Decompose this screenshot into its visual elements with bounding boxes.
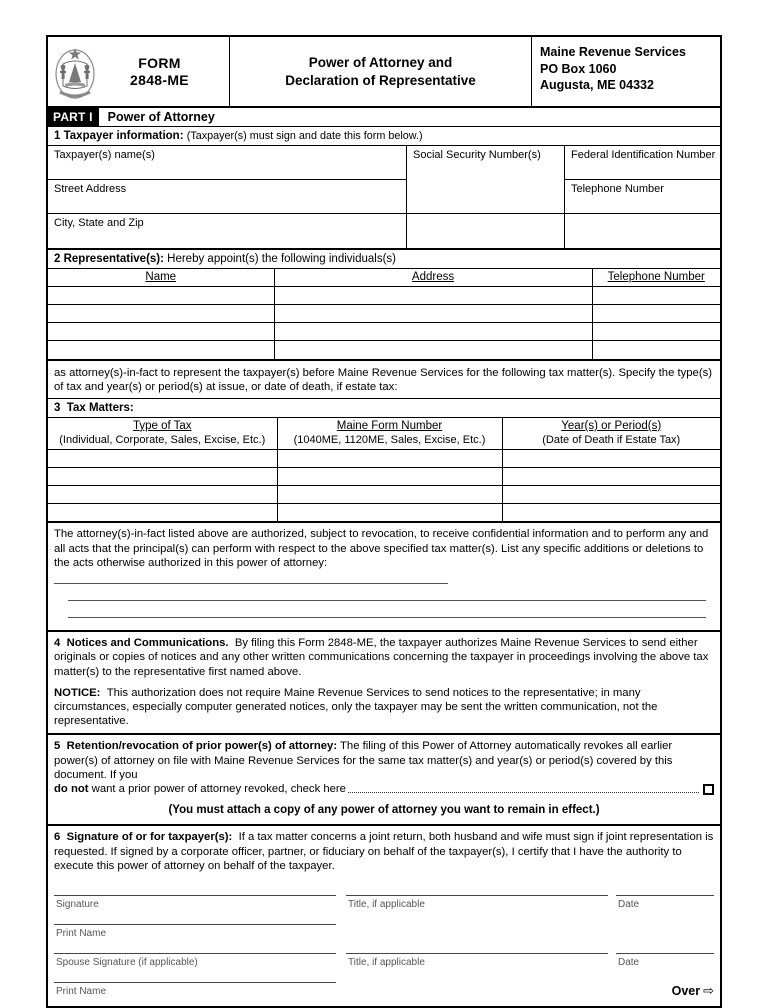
section-5-body-part2: want a prior power of attorney revoked, check here (91, 783, 346, 796)
print-name-caption: Print Name (56, 928, 107, 940)
authorization-write-line-3[interactable] (68, 616, 706, 618)
taxpayer-information-grid (48, 146, 720, 250)
table-header-row (48, 418, 720, 450)
cell-rep-telephone[interactable] (592, 287, 720, 305)
tax-matters-intro (48, 361, 720, 399)
over-label: Over (671, 984, 701, 999)
tax-matters-table (48, 418, 720, 522)
maine-state-seal-icon (54, 44, 96, 100)
cell-rep-name[interactable] (48, 287, 274, 305)
revocation-checkbox[interactable] (703, 784, 714, 795)
section-6-number: 6 (54, 831, 61, 844)
tax-matters-intro-text: as attorney(s)-in-fact to represent the taxpayer(s) before Maine Revenue Services for the following tax matter(s). Specify the type(s) of tax and year(s) or period(s) at issue, or date of death, if estate tax: (54, 366, 713, 393)
section-2-number: 2 (54, 253, 61, 265)
section-2-prompt (48, 250, 720, 269)
title-caption: Title, if applicable (348, 899, 425, 911)
signature-field[interactable] (54, 895, 336, 911)
section-2-note: Hereby appoint(s) the following individuals(s) (167, 253, 396, 265)
authorization-write-line-2[interactable] (68, 599, 706, 601)
table-row (48, 485, 720, 503)
over-indicator (616, 982, 714, 1000)
notice-label: NOTICE: (54, 686, 101, 699)
print-name-spacer (346, 924, 608, 940)
cell-rep-name[interactable] (48, 305, 274, 323)
section-5-check-instruction (54, 782, 346, 796)
cell-rep-telephone[interactable] (592, 323, 720, 341)
section-5-heading: Retention/revocation of prior power(s) of attorney: (66, 740, 338, 753)
cell-type-of-tax[interactable] (48, 485, 277, 503)
representatives-table-wrap (48, 269, 720, 361)
cell-form-number[interactable] (277, 485, 502, 503)
section-4-paragraph (54, 636, 714, 679)
form-number: 2848-ME (130, 71, 189, 88)
form-word: FORM (138, 54, 181, 71)
section-5-number: 5 (54, 740, 61, 753)
spouse-signature-field[interactable] (54, 953, 336, 969)
column-header-name: Name (48, 269, 274, 287)
agency-name: Maine Revenue Services (540, 45, 686, 59)
table-row (48, 503, 720, 521)
table-row (48, 305, 720, 323)
cell-rep-telephone[interactable] (592, 305, 720, 323)
cell-rep-name[interactable] (48, 341, 274, 359)
cell-form-number[interactable] (277, 467, 502, 485)
cell-year-period[interactable] (502, 467, 720, 485)
section-6-block (48, 826, 720, 873)
date-caption: Date (618, 899, 640, 911)
title-field[interactable] (346, 895, 608, 911)
section-1-heading: Taxpayer information: (63, 130, 184, 142)
signature-row-primary (48, 895, 720, 911)
table-row (48, 467, 720, 485)
section-2-heading: Representative(s): (63, 253, 164, 265)
table-row (48, 323, 720, 341)
column-header-address: Address (274, 269, 592, 287)
column-header-telephone: Telephone Number (592, 269, 720, 287)
cell-form-number[interactable] (277, 449, 502, 467)
field-ssn[interactable]: Social Security Number(s) (407, 146, 565, 214)
column-header-years-or-periods: Year(s) or Period(s) (Date of Death if Estate Tax) (502, 418, 720, 450)
print-name-field[interactable] (54, 924, 336, 940)
field-telephone[interactable]: Telephone Number (565, 180, 720, 214)
representatives-table (48, 269, 720, 359)
section-5-body-part1: The filing of this Power of Attorney automatically revokes all earlier power(s) of attorney on file with Maine Revenue Services for the same tax matter(s) and year(s) or period(s) covered by this document. If you (54, 740, 673, 781)
form-title-line1: Power of Attorney and (308, 54, 453, 70)
form-2848-me (46, 35, 722, 1008)
authorization-write-line-1[interactable] (54, 572, 448, 584)
cell-year-period[interactable] (502, 485, 720, 503)
section-1-note: (Taxpayer(s) must sign and date this form below.) (186, 130, 423, 142)
field-taxpayer-names[interactable]: Taxpayer(s) name(s) (48, 146, 407, 180)
cell-rep-address[interactable] (274, 323, 592, 341)
form-title-line2: Declaration of Representative (285, 72, 476, 88)
part-one-banner (48, 108, 720, 127)
cell-rep-address[interactable] (274, 305, 592, 323)
agency-po-box: PO Box 1060 (540, 61, 617, 76)
field-fein-continued[interactable] (565, 214, 720, 248)
table-header-row (48, 269, 720, 287)
over-arrow-icon: ⇨ (703, 983, 714, 999)
field-fein[interactable]: Federal Identification Number (565, 146, 720, 180)
table-row (48, 341, 720, 359)
tax-matters-table-wrap (48, 418, 720, 524)
section-4-number: 4 (54, 637, 61, 650)
section-6-body: If a tax matter concerns a joint return, both husband and wife must sign if joint representation is requested. If signed by a corporate officer, partner, or fiduciary on behalf of the taxpayer(s), I certify that I have the authority to execute this power of attorney on behalf of the taxpayer. (54, 831, 714, 872)
field-ssn-continued[interactable] (407, 214, 565, 248)
spouse-print-name-caption: Print Name (56, 986, 107, 998)
field-city-state-zip[interactable]: City, State and Zip (48, 214, 407, 248)
section-3-heading: Tax Matters: (66, 401, 134, 414)
section-4-block (48, 632, 720, 735)
section-3-number: 3 (54, 401, 61, 414)
spouse-signature-caption: Spouse Signature (if applicable) (56, 957, 198, 969)
section-6-paragraph (54, 830, 714, 873)
form-header (48, 37, 720, 108)
cell-rep-address[interactable] (274, 341, 592, 359)
revocation-checkbox-row (54, 782, 714, 796)
print-name-spacer-2 (616, 924, 714, 940)
form-title (230, 37, 532, 106)
section-4-heading: Notices and Communications. (66, 637, 229, 650)
section-4-notice (54, 686, 714, 729)
spouse-title-caption: Title, if applicable (348, 957, 425, 969)
signature-caption: Signature (56, 899, 99, 911)
print-name-row-primary (48, 924, 720, 940)
part-label: Power of Attorney (107, 110, 215, 124)
cell-type-of-tax[interactable] (48, 503, 277, 521)
cell-type-of-tax[interactable] (48, 449, 277, 467)
section-5-block (48, 735, 720, 826)
do-not-emphasis: do not (54, 783, 89, 796)
form-number-block (102, 55, 229, 89)
agency-city-state-zip: Augusta, ME 04332 (540, 78, 654, 92)
section-1-number: 1 (54, 130, 61, 142)
cell-rep-telephone[interactable] (592, 341, 720, 359)
authorization-block (48, 523, 720, 632)
spouse-date-field[interactable] (616, 953, 714, 969)
cell-year-period[interactable] (502, 449, 720, 467)
section-1-prompt (48, 127, 720, 146)
print-name-row-spouse (48, 982, 720, 1006)
authorization-body: The attorney(s)-in-fact listed above are authorized, subject to revocation, to receive confidential information and to perform any and all acts that the principal(s) can perform with respect to the above specified tax matter(s). List any specific additions or deletions to the acts otherwise authorized in this power of attorney: (54, 528, 709, 569)
cell-rep-name[interactable] (48, 323, 274, 341)
dot-leader (348, 783, 699, 793)
spouse-title-field[interactable] (346, 953, 608, 969)
column-header-type-of-tax: Type of Tax (Individual, Corporate, Sales, Excise, Etc.) (48, 418, 277, 450)
column-header-maine-form-number: Maine Form Number (1040ME, 1120ME, Sales, Excise, Etc.) (277, 418, 502, 450)
cell-type-of-tax[interactable] (48, 467, 277, 485)
agency-address (532, 37, 720, 106)
cell-rep-address[interactable] (274, 287, 592, 305)
section-6-heading: Signature of or for taxpayer(s): (66, 831, 233, 844)
table-row (48, 287, 720, 305)
header-form-identifier (48, 37, 230, 106)
table-row (48, 449, 720, 467)
cell-year-period[interactable] (502, 503, 720, 521)
spouse-date-caption: Date (618, 957, 640, 969)
signature-block (48, 895, 720, 1006)
part-tag: PART I (48, 108, 99, 126)
spouse-print-name-spacer (346, 982, 608, 1000)
notice-body: This authorization does not require Maine Revenue Services to send notices to the representative; in many circumstances, especially computer generated notices, only the taxpayer may be sent the written communication, not the representative. (54, 686, 658, 728)
cell-form-number[interactable] (277, 503, 502, 521)
spouse-print-name-field[interactable] (54, 982, 336, 1000)
date-field[interactable] (616, 895, 714, 911)
section-5-paragraph (54, 739, 714, 782)
signature-row-spouse (48, 953, 720, 969)
field-street-address[interactable]: Street Address (48, 180, 407, 214)
attach-copy-note: (You must attach a copy of any power of attorney you want to remain in effect.) (168, 804, 600, 817)
section-4-body: By filing this Form 2848-ME, the taxpayer authorizes Maine Revenue Services to send either originals or copies of notices and any other written communications concerning the taxpayer in proceedings involving the above tax matter(s) to the representative first named above. (54, 637, 709, 678)
section-3-prompt (48, 399, 720, 418)
authorization-text (54, 527, 714, 584)
